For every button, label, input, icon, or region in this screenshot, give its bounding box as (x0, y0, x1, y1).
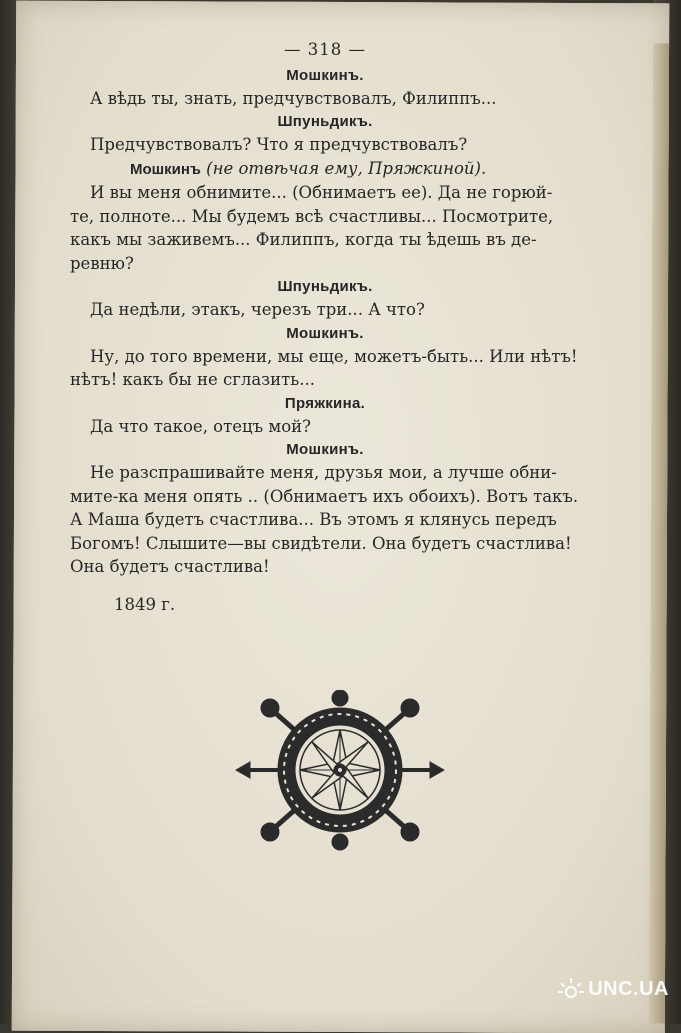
dialogue-line: Предчувствовалъ? Что я предчувствовалъ? (90, 135, 468, 154)
dialogue-line: Богомъ! Слышите—вы свидѣтели. Она будетъ счастлива! (70, 533, 572, 553)
dialogue-line: ревню? (70, 253, 134, 273)
dialogue-line: Не разспрашивайте меня, друзья мои, а лучше обни- (90, 463, 557, 482)
watermark-text: UNC.UA (588, 977, 669, 1000)
page-number: — 318 — (284, 40, 366, 59)
watermark (558, 976, 669, 1002)
speaker-name: Мошкинъ. (286, 324, 364, 342)
speaker-name: Мошкинъ. (286, 66, 364, 84)
dialogue-line: нѣтъ! какъ бы не сглазить... (70, 370, 316, 389)
sun-logo-icon (558, 976, 584, 1002)
dialogue-line: И вы меня обнимите... (Обнимаетъ ее). Да не горюй- (90, 183, 553, 202)
dialogue-line: Да что такое, отецъ мой? (90, 416, 311, 436)
dialogue-line: А вѣдь ты, знать, предчувствовалъ, Филиппъ... (90, 88, 497, 108)
date-line: 1849 г. (114, 594, 176, 614)
dialogue-line: Ну, до того времени, мы еще, можетъ-быть... Или нѣтъ! (90, 346, 578, 366)
dialogue-line: те, полноте... Мы будемъ всѣ счастливы... Посмотрите, (70, 206, 554, 226)
page-text (70, 38, 580, 616)
speaker-name: Шпуньдикъ. (277, 113, 373, 130)
speaker-with-stage-direction (70, 157, 580, 182)
compass-rose-ornament-icon (234, 690, 446, 860)
dialogue-line: А Маша будетъ счастлива... Въ этомъ я клянусь передъ (70, 510, 557, 529)
dialogue-line: какъ мы заживемъ... Филиппъ, когда ты ѣдешь въ де- (70, 230, 537, 249)
dialogue-line: Да недѣли, этакъ, черезъ три... А что? (90, 300, 425, 319)
stage-direction: (не отвѣчая ему, Пряжкиной). (206, 158, 487, 178)
dialogue-line: Она будетъ счастлива! (70, 557, 270, 576)
speaker-name: Мошкинъ (130, 160, 201, 178)
speaker-name: Пряжкина. (284, 394, 366, 412)
speaker-name: Мошкинъ. (286, 441, 364, 458)
dialogue-line: мите-ка меня опять .. (Обнимаетъ ихъ обоихъ). Вотъ такъ. (70, 486, 579, 506)
speaker-name: Шпуньдикъ. (277, 278, 373, 295)
